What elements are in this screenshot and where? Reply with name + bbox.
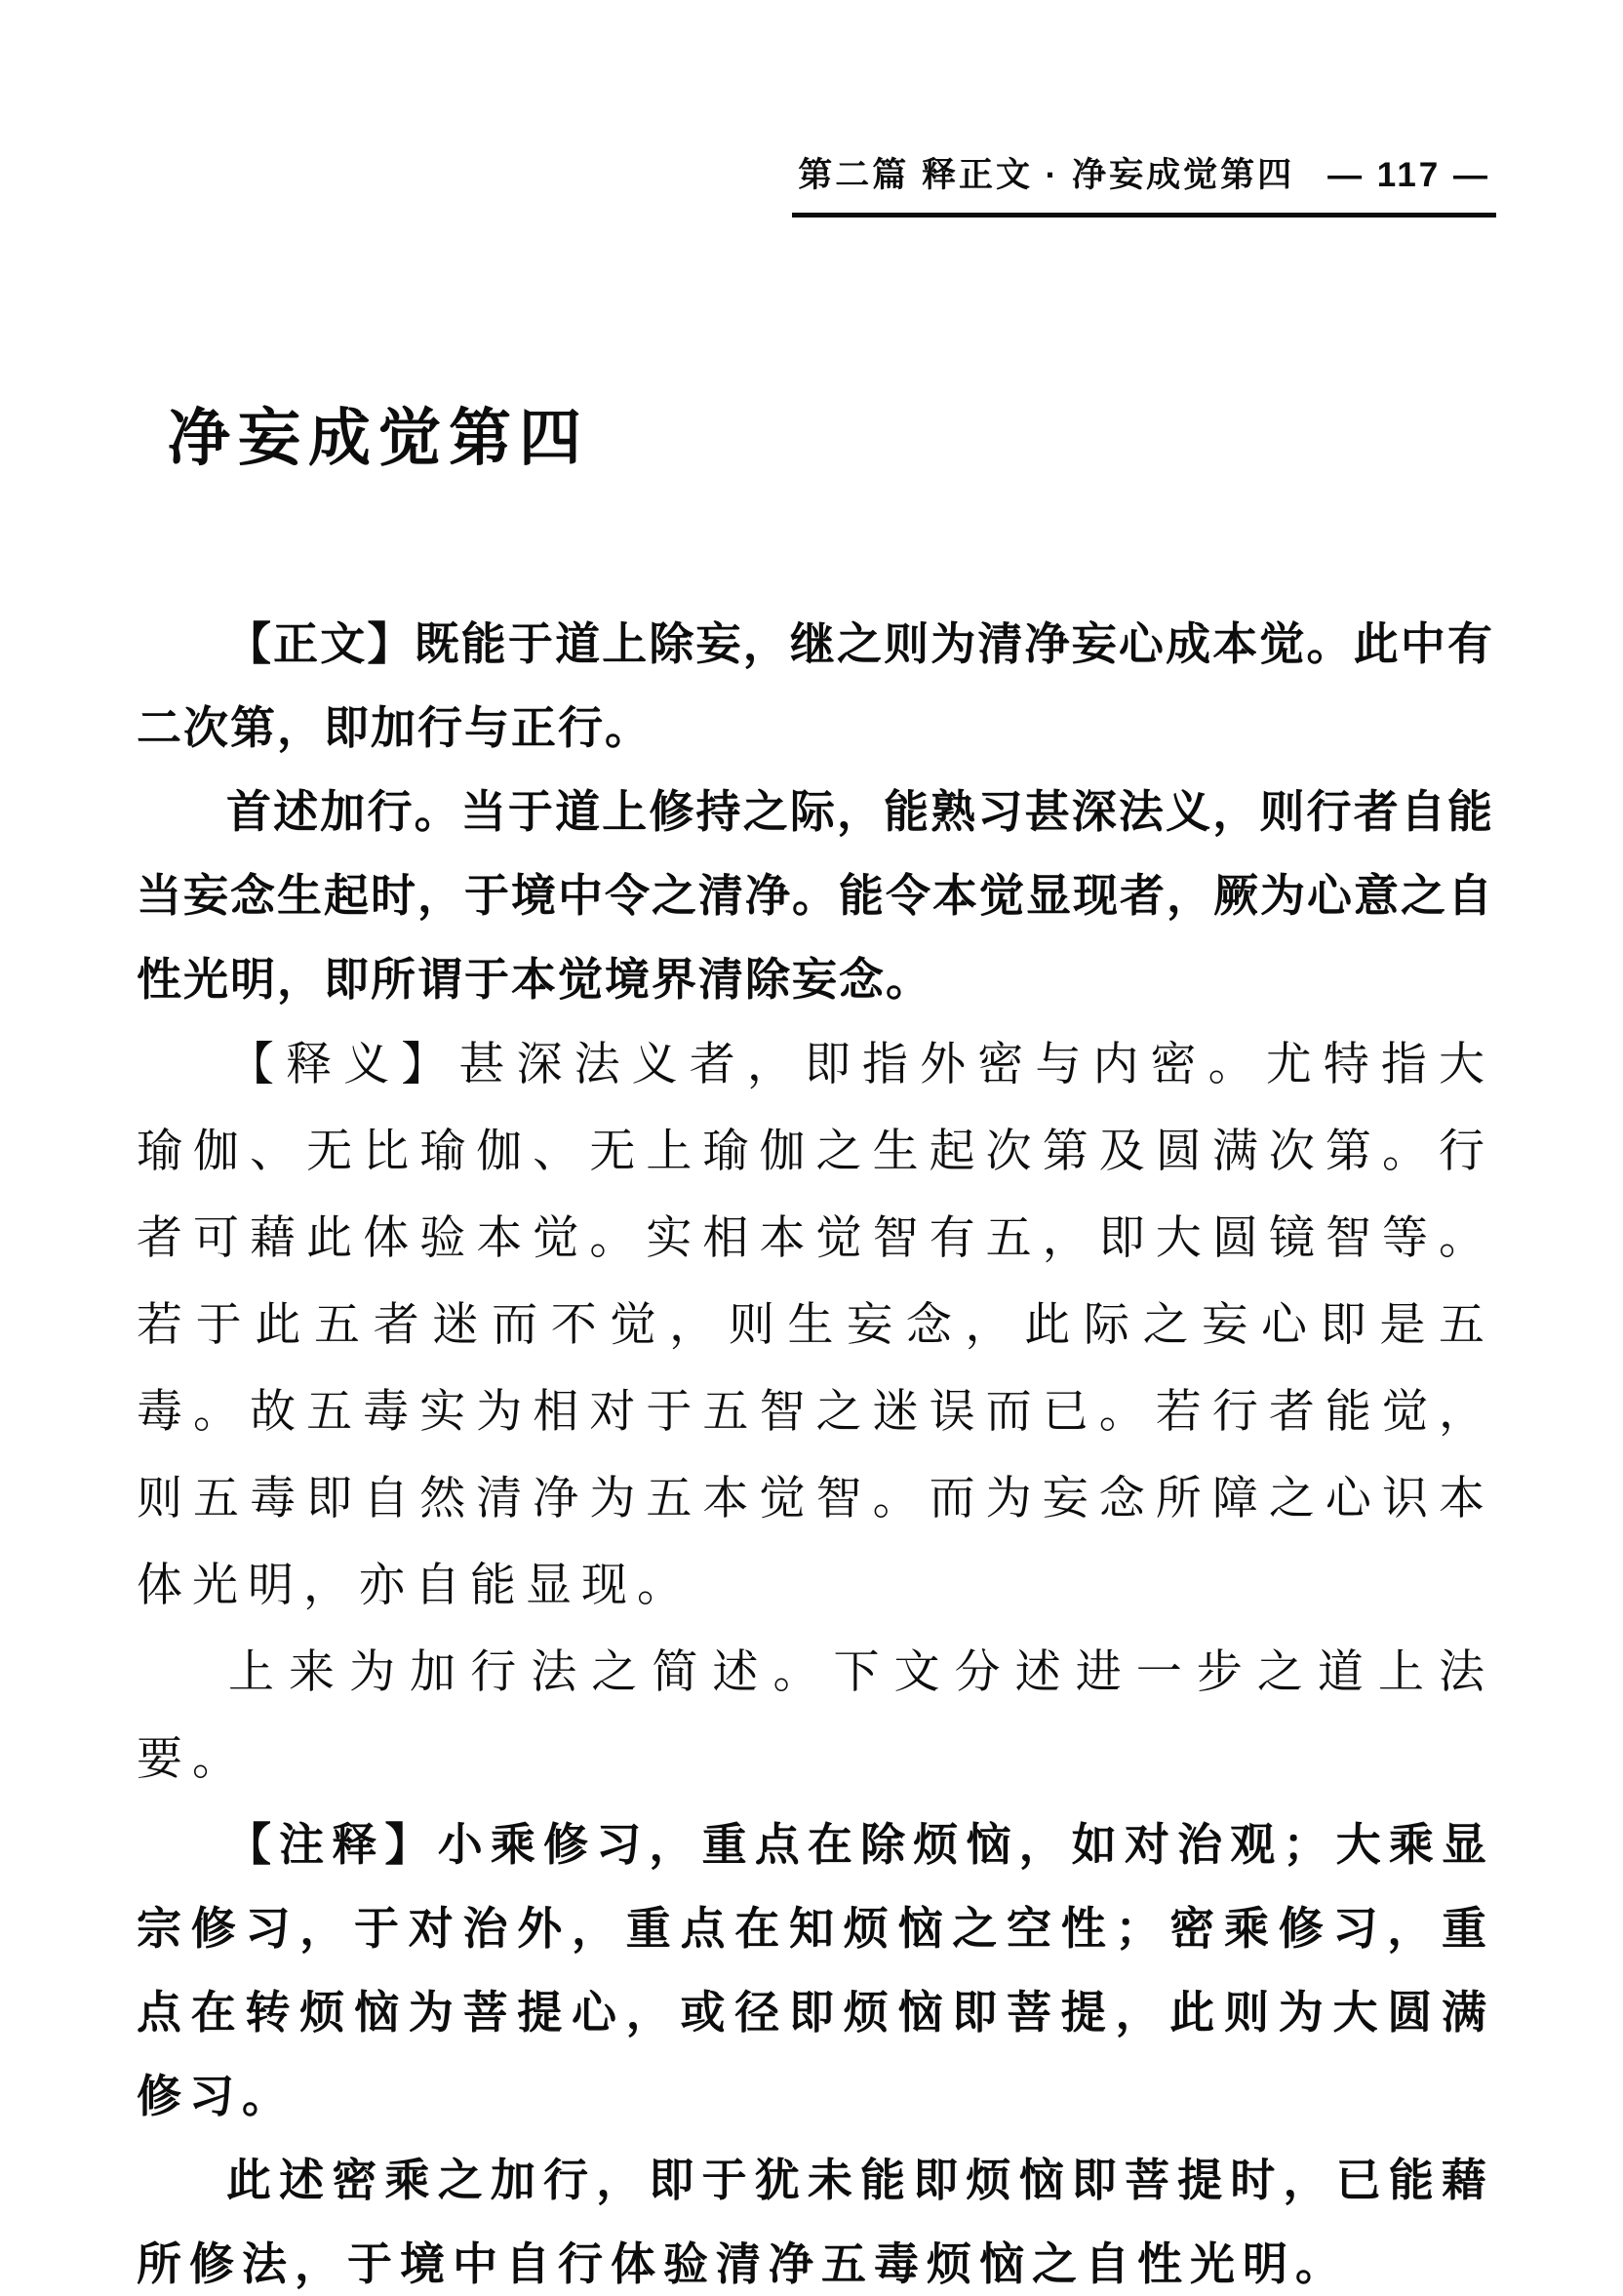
paragraph-zhushi-2: 此述密乘之加行，即于犹未能即烦恼即菩提时，已能藉所修法，于境中自行体验清净五毒烦恼之自性光明。 [137,2155,1494,2289]
paragraph-zhengwen-1: 【正文】既能于道上除妄，继之则为清净妄心成本觉。此中有二次第，即加行与正行。 [137,618,1494,753]
running-head-rule [792,148,1496,218]
running-head-chapter: 第二篇 释正文 · 净妄成觉第四 [798,156,1295,194]
paragraph-shiyi-2: 上来为加行法之简述。下文分述进一步之道上法要。 [137,1645,1494,1786]
paragraph-zhengwen-2: 首述加行。当于道上修持之际，能熟习甚深法义，则行者自能当妄念生起时，于境中令之清净。能令本觉显现者，厥为心意之自性光明，即所谓于本觉境界清除妄念。 [137,786,1494,1005]
running-head-page-number: — 117 — [1327,156,1490,194]
paragraph-zhushi-1: 【注释】小乘修习，重点在除烦恼，如对治观；大乘显宗修习，于对治外，重点在知烦恼之空性；密乘修习，重点在转烦恼为菩提心，或径即烦恼即菩提，此则为大圆满修习。 [137,1819,1494,2121]
running-head [137,148,1496,218]
page-title: 净妄成觉第四 [168,403,589,473]
body-text [137,602,1494,2296]
paragraph-shiyi-1: 【释义】甚深法义者，即指外密与内密。尤特指大瑜伽、无比瑜伽、无上瑜伽之生起次第及圆满次第。行者可藉此体验本觉。实相本觉智有五，即大圆镜智等。若于此五者迷而不觉，则生妄念，此际之妄心即是五毒。故五毒实为相对于五智之迷误而已。若行者能觉，则五毒即自然清净为五本觉智。而为妄念所障之心识本体光明，亦自能显现。 [137,1038,1494,1612]
